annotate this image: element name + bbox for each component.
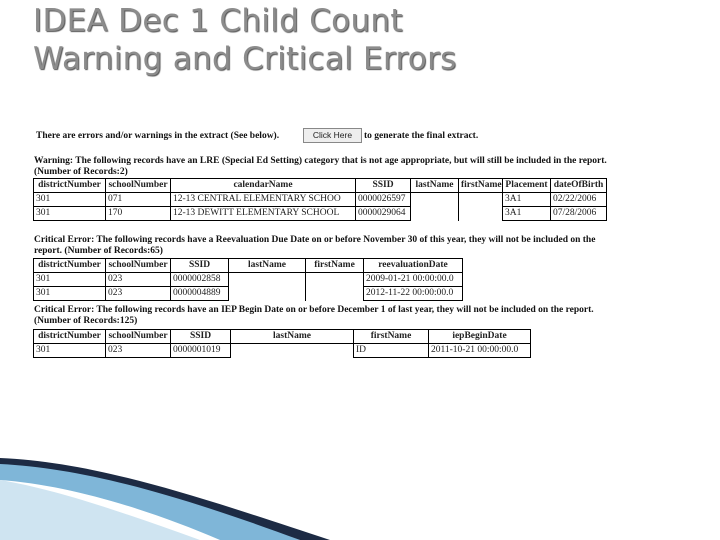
slide-title <box>33 2 457 78</box>
table-cell: 0000004889 <box>171 287 229 301</box>
table-cell: 0000001019 <box>171 344 231 358</box>
column-header: calendarName <box>171 179 356 193</box>
table-cell: 2011-10-21 00:00:00.0 <box>429 344 531 358</box>
column-header: schoolNumber <box>106 179 171 193</box>
column-header: lastName <box>411 179 459 193</box>
table-cell: 023 <box>106 273 171 287</box>
table-cell: 02/22/2006 <box>551 193 607 207</box>
intro-text-after: to generate the final extract. <box>364 131 479 141</box>
table-cell: 3A1 <box>503 193 551 207</box>
column-header: reevaluationDate <box>364 259 463 273</box>
table-cell: 170 <box>106 207 171 221</box>
table-cell: 023 <box>106 344 171 358</box>
table-cell <box>411 207 459 221</box>
table-cell: 071 <box>106 193 171 207</box>
column-header: firstName <box>306 259 364 273</box>
table-cell: 07/28/2006 <box>551 207 607 221</box>
table-cell <box>459 207 503 221</box>
table-cell: ID <box>354 344 429 358</box>
table-row <box>34 207 607 221</box>
table-cell: 2012-11-22 00:00:00.0 <box>364 287 463 301</box>
table-cell: 301 <box>34 273 106 287</box>
decorative-swoosh <box>0 440 400 540</box>
table-cell <box>459 193 503 207</box>
table-cell: 301 <box>34 344 106 358</box>
column-header: SSID <box>356 179 411 193</box>
table-cell: 12-13 DEWITT ELEMENTARY SCHOOL <box>171 207 356 221</box>
title-line-1: IDEA Dec 1 Child Count <box>33 3 403 39</box>
click-here-button[interactable]: Click Here <box>303 128 362 143</box>
intro-text: There are errors and/or warnings in the extract (See below). <box>36 131 280 141</box>
warning-text: Warning: The following records have an LRE (Special Ed Setting) category that is not age appropriate, but will still be included in the report. (Number of Records:2) <box>34 156 607 177</box>
title-line-2: Warning and Critical Errors <box>33 41 457 77</box>
column-header: districtNumber <box>34 330 106 344</box>
critical-iep-text: Critical Error: The following records have an IEP Begin Date on or before December 1 of last year, they will not be included on the report. (Number of Records:125) <box>34 305 594 326</box>
table-row <box>34 273 463 287</box>
column-header: Placement <box>503 179 551 193</box>
column-header: iepBeginDate <box>429 330 531 344</box>
table-cell: 0000026597 <box>356 193 411 207</box>
table-cell: 301 <box>34 287 106 301</box>
column-header: districtNumber <box>34 179 106 193</box>
table-cell <box>411 193 459 207</box>
table-cell <box>306 287 364 301</box>
reevaluation-table <box>33 258 463 301</box>
table-cell <box>231 344 354 358</box>
column-header: districtNumber <box>34 259 106 273</box>
table-cell <box>229 273 306 287</box>
column-header: SSID <box>171 330 231 344</box>
iep-begin-table <box>33 329 531 358</box>
table-row <box>34 344 531 358</box>
table-cell: 301 <box>34 193 106 207</box>
table-row <box>34 287 463 301</box>
table-cell <box>306 273 364 287</box>
warning-table <box>33 178 607 221</box>
column-header: SSID <box>171 259 229 273</box>
header-row <box>34 330 531 344</box>
column-header: dateOfBirth <box>551 179 607 193</box>
header-row <box>34 179 607 193</box>
column-header: schoolNumber <box>106 259 171 273</box>
header-row <box>34 259 463 273</box>
table-cell <box>229 287 306 301</box>
column-header: lastName <box>229 259 306 273</box>
critical-reeval-text: Critical Error: The following records have a Reevaluation Due Date on or before November 30 of this year, they will not be included on the report. (Number of Records:65) <box>34 235 596 256</box>
table-cell: 301 <box>34 207 106 221</box>
column-header: lastName <box>231 330 354 344</box>
column-header: firstName <box>354 330 429 344</box>
table-cell: 0000002858 <box>171 273 229 287</box>
table-cell: 3A1 <box>503 207 551 221</box>
table-cell: 023 <box>106 287 171 301</box>
column-header: schoolNumber <box>106 330 171 344</box>
table-cell: 0000029064 <box>356 207 411 221</box>
table-cell: 12-13 CENTRAL ELEMENTARY SCHOO <box>171 193 356 207</box>
table-cell: 2009-01-21 00:00:00.0 <box>364 273 463 287</box>
table-row <box>34 193 607 207</box>
column-header: firstName <box>459 179 503 193</box>
